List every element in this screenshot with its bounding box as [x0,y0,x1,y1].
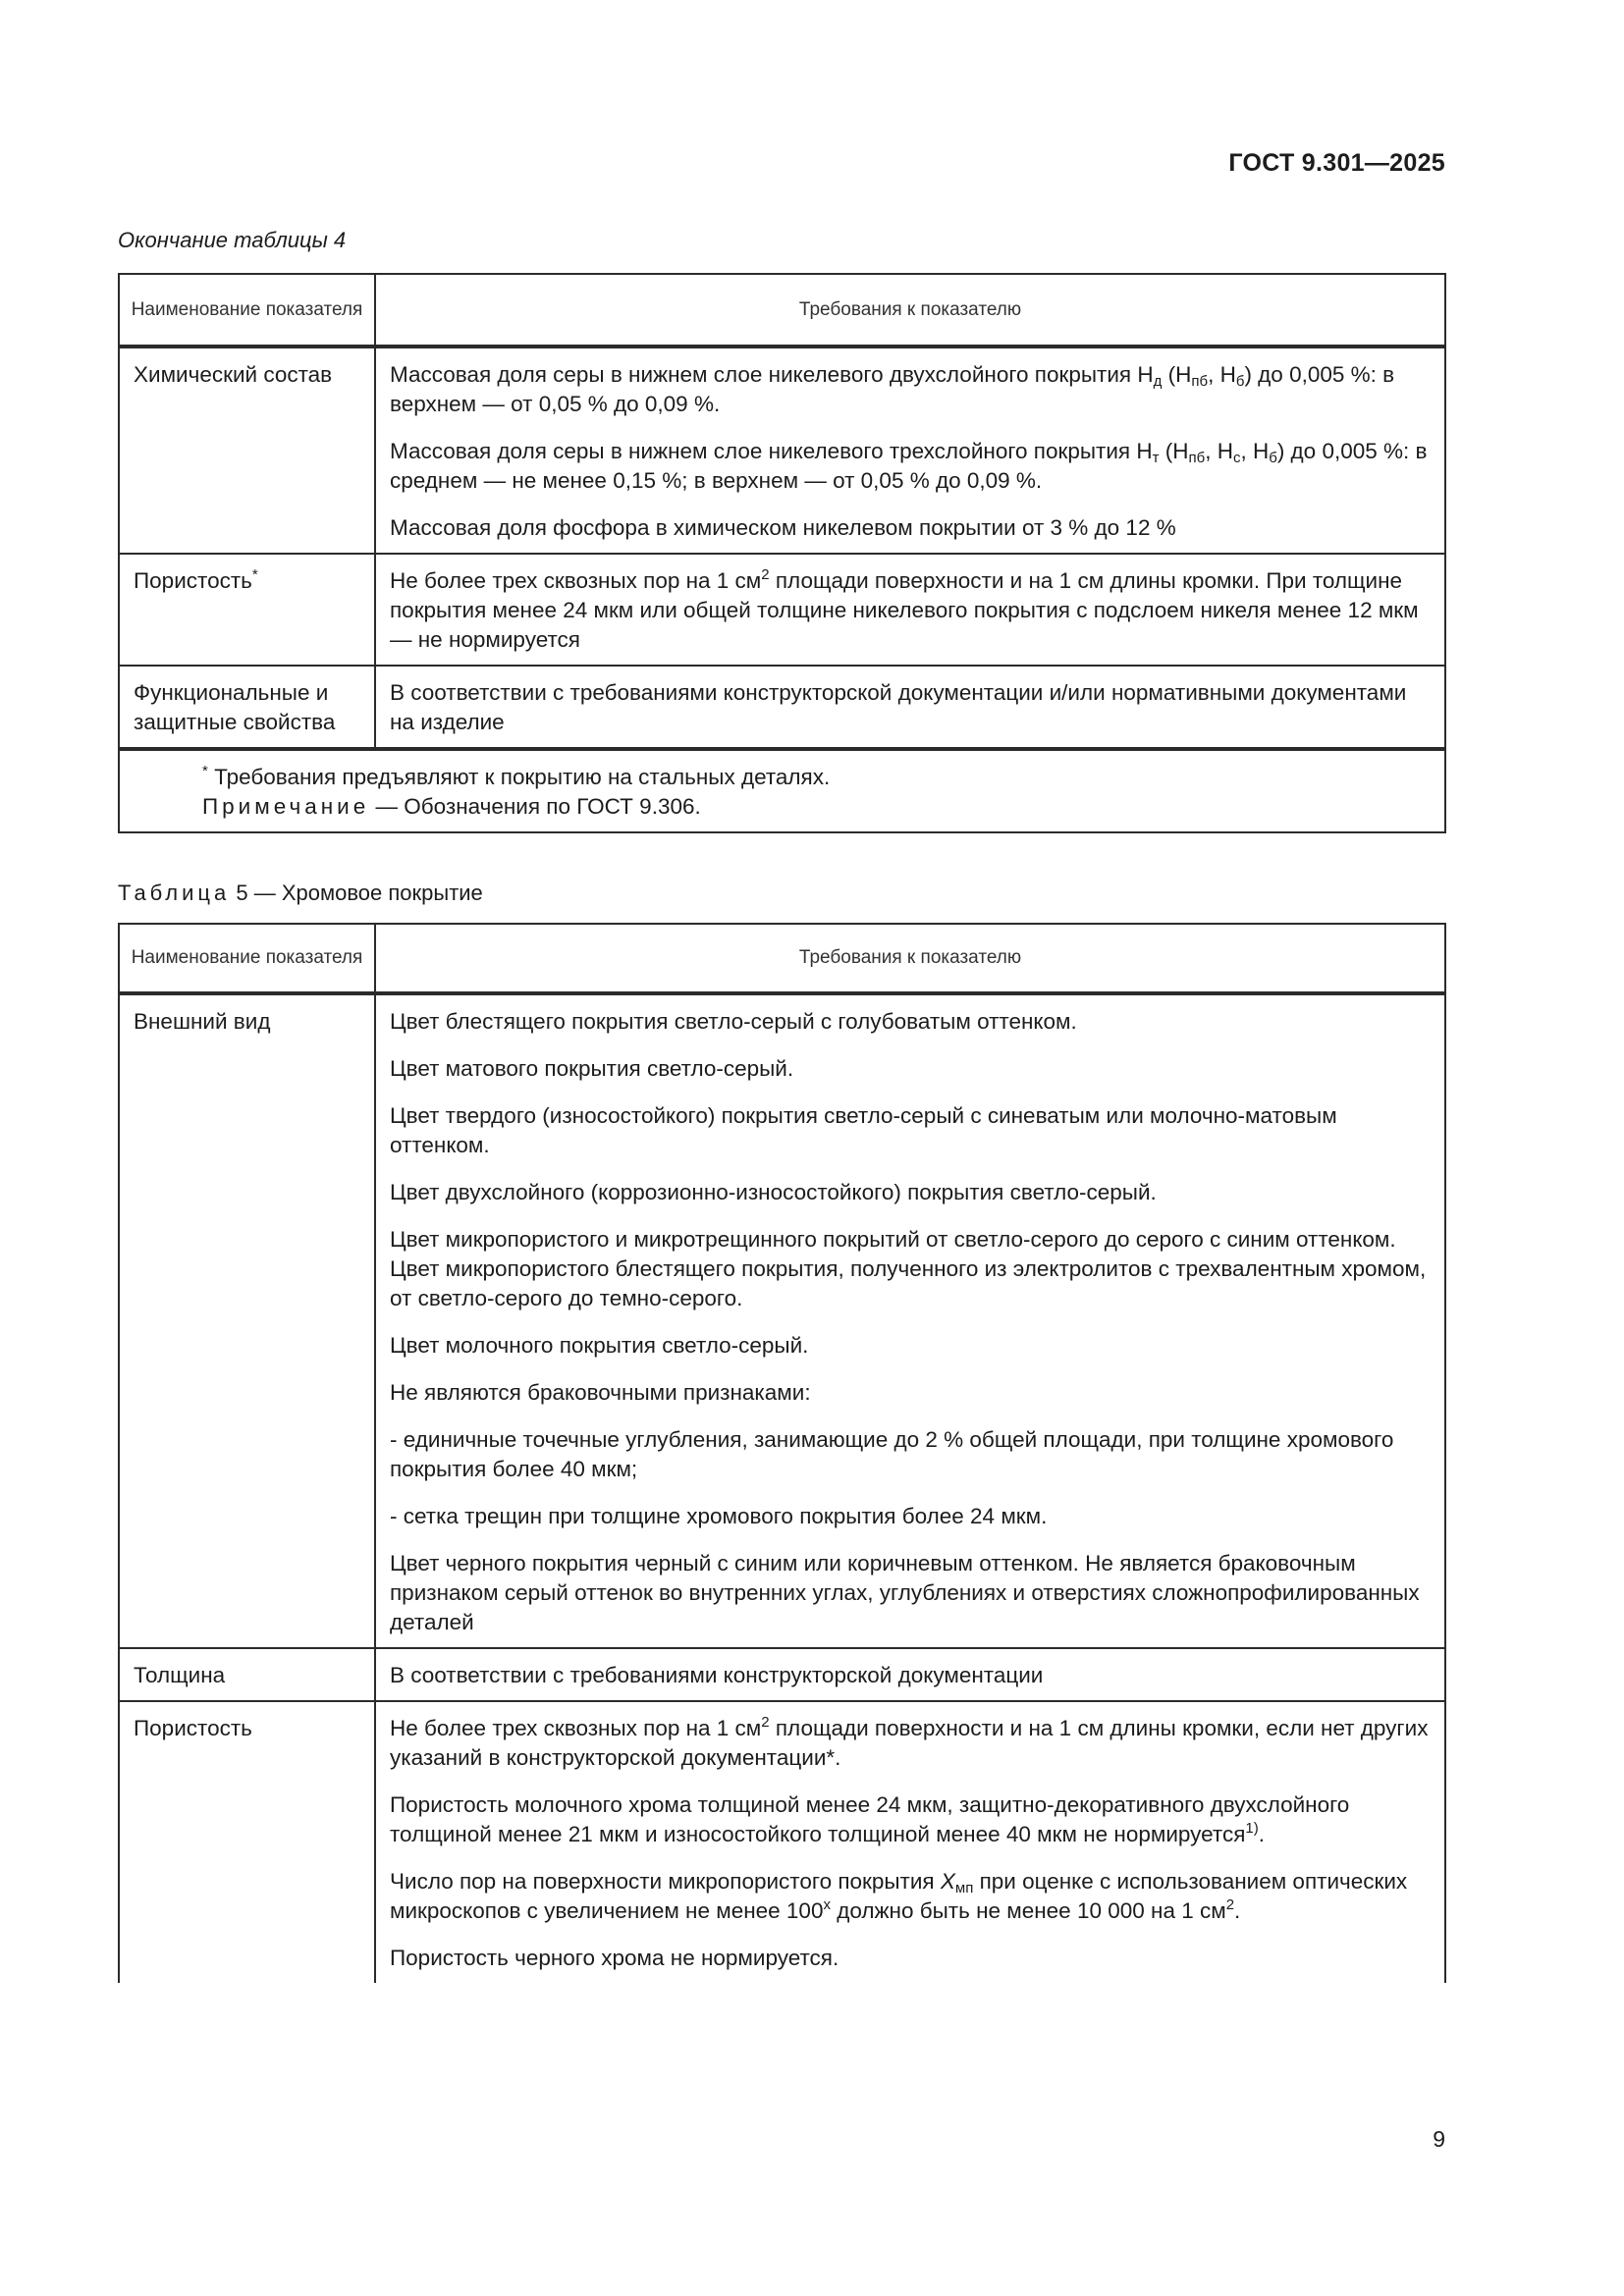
table5-caption: Таблица 5 — Хромовое покрытие [118,881,483,905]
row-requirements: В соответствии с требованиями конструкторской документации [375,1648,1445,1701]
column-header-requirements: Требования к показателю [375,924,1445,993]
column-header-name: Наименование показателя [119,274,375,347]
row-name: Толщина [119,1648,375,1701]
requirement-paragraph: Цвет молочного покрытия светло-серый. [390,1333,809,1358]
table-row-thickness [119,1648,1445,1701]
requirement-paragraph: Цвет двухслойного (коррозионно-износостойкого) покрытия светло-серый. [390,1180,1157,1204]
requirement-paragraph: Цвет микропористого и микротрещинного покрытий от светло-серого до серого с синим оттенком. Цвет микропористого блестящего покрытия, полученного из электролитов с трехвалентным хромом, от светло-серого до темно-серого. [390,1227,1427,1310]
requirement-paragraph: Пористость молочного хрома толщиной менее 24 мкм, защитно-декоративного двухслойного толщиной менее 21 мкм и износостойкого толщиной менее 40 мкм не нормируется$^{1)}$. [390,1792,1350,1846]
column-header-name: Наименование показателя [119,924,375,993]
table-footnote [119,749,1445,832]
row-name: Функциональные и защитные свойства [119,666,375,749]
requirement-paragraph: Число пор на поверхности микропористого покрытия $X_{мп}$ при оценке с использованием оптических микроскопов с увеличением не менее $100^х$ должно быть не менее 10 000 на 1 $см^2$. [390,1869,1408,1923]
row-name: Пористость* [119,554,375,666]
row-requirements: Не более трех сквозных пор на 1 $см^2$ площади поверхности и на 1 см длины кромки. При толщине покрытия менее 24 мкм или общей толщине никелевого покрытия с подслоем никеля менее 12 мкм — не нормируется [375,554,1445,666]
table4-continuation-caption: Окончание таблицы 4 [118,228,347,252]
document-code: ГОСТ 9.301—2025 [1228,149,1445,177]
table-header-row [119,924,1445,993]
requirement-paragraph: Пористость черного хрома не нормируется. [390,1946,839,1970]
requirement-paragraph: Не более трех сквозных пор на 1 $см^2$ площади поверхности и на 1 см длины кромки, если нет других указаний в конструкторской документации*. [390,1714,1429,1770]
row-requirements [375,347,1445,554]
requirement-paragraph: Цвет блестящего покрытия светло-серый с голубоватым оттенком. [390,1009,1077,1034]
table-row-porosity [119,554,1445,666]
table-5 [118,923,1446,1983]
table-4-end [118,273,1446,833]
requirement-paragraph: Массовая доля серы в нижнем слое никелевого двухслойного покрытия $Н_д$ ($Н_{пб}$, $Н_б$) до 0,005 %: в верхнем — от 0,05 % до 0,09 %. [390,362,1395,416]
page-number: 9 [1433,2126,1445,2152]
requirement-paragraph: Цвет твердого (износостойкого) покрытия светло-серый с синеватым или молочно-матовым оттенком. [390,1103,1337,1157]
table-header-row [119,274,1445,347]
row-name: Химический состав [119,347,375,554]
requirement-paragraph: - сетка трещин при толщине хромового покрытия более 24 мкм. [390,1504,1048,1528]
row-requirements: В соответствии с требованиями конструкторской документации и/или нормативными документами на изделие [375,666,1445,749]
requirement-paragraph: Массовая доля фосфора в химическом никелевом покрытии от 3 % до 12 % [390,515,1176,540]
table-row-functional-properties [119,666,1445,749]
row-requirements [375,993,1445,1648]
requirement-paragraph: Цвет черного покрытия черный с синим или коричневым оттенком. Не является браковочным признаком серый оттенок во внутренних углах, углублениях и отверстиях сложнопрофилированных деталей [390,1551,1420,1634]
requirement-paragraph: Массовая доля серы в нижнем слое никелевого трехслойного покрытия $Н_т$ ($Н_{пб}$, $Н_с$, $Н_б$) до 0,005 %: в среднем — не менее 0,15 %; в верхнем — от 0,05 % до 0,09 %. [390,439,1428,493]
row-requirements [375,1701,1445,1983]
table-row-appearance [119,993,1445,1648]
requirement-paragraph: Цвет матового покрытия светло-серый. [390,1056,794,1081]
requirement-paragraph: Не являются браковочными признаками: [390,1380,811,1405]
footnote: * Требования предъявляют к покрытию на стальных деталях. [202,763,831,789]
table-row-chemical-composition [119,347,1445,554]
column-header-requirements: Требования к показателю [375,274,1445,347]
requirement-paragraph: - единичные точечные углубления, занимающие до 2 % общей площади, при толщине хромового покрытия более 40 мкм; [390,1427,1394,1481]
row-name: Внешний вид [119,993,375,1648]
table-row-porosity [119,1701,1445,1983]
row-name: Пористость [119,1701,375,1983]
table-footnote-row [119,749,1445,832]
table-note: Примечание — Обозначения по ГОСТ 9.306. [202,794,701,819]
